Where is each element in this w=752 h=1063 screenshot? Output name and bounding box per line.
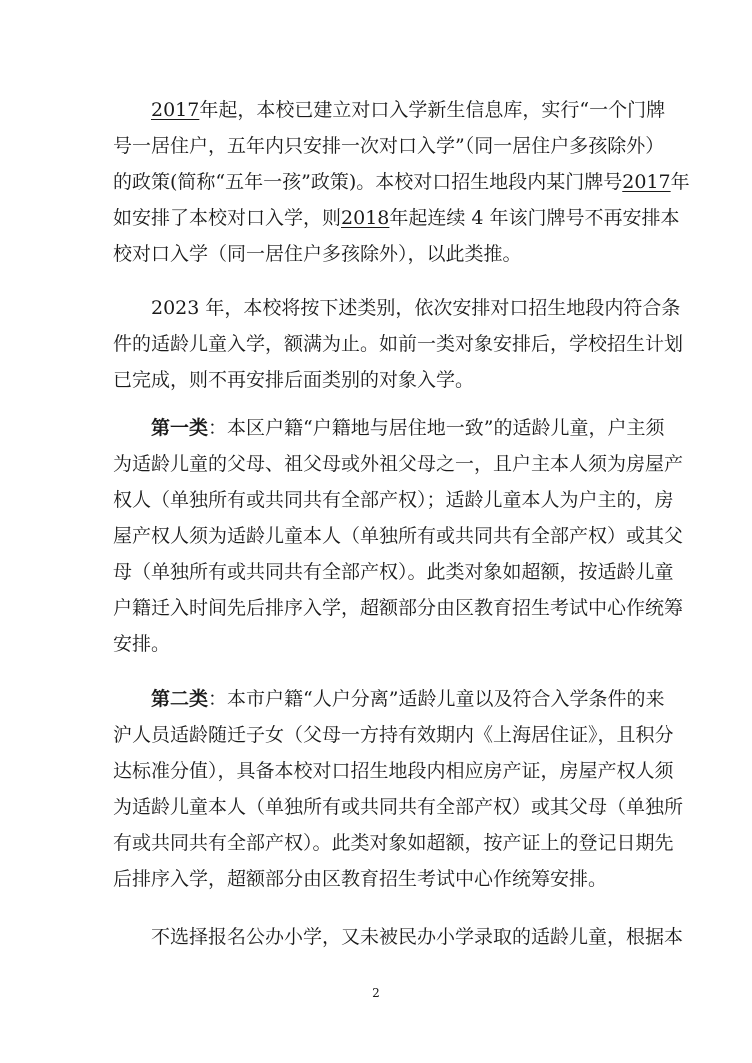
paragraph-non-enrolled [113,919,684,955]
text-run: ：本市户籍“人户分离”适龄儿童以及符合入学条件的来 [208,688,665,710]
text-line: 有或共同共有全部产权）。此类对象如超额，按产证上的登记日期先 [113,832,674,854]
paragraph-2023-arrangement [113,290,684,398]
text-line [113,681,665,717]
category-label: 第二类 [151,688,209,710]
text-line: 校对口入学（同一居住户多孩除外），以此类推。 [113,243,522,265]
page-number: 2 [372,986,380,1000]
text-line: 已完成，则不再安排后面类别的对象入学。 [113,369,475,391]
text-run: ：本区户籍“户籍地与居住地一致”的适龄儿童，户主须 [208,417,665,439]
text-line: 沪人员适龄随迁子女（父母一方持有效期内《上海居住证》，且积分 [113,724,674,746]
text-line: 户籍迁入时间先后排序入学，超额部分由区教育招生考试中心作统筹 [113,597,684,619]
text-run: 年起连续 4 年该门牌号不再安排本 [389,207,680,229]
text-line: 后排序入学，超额部分由区教育招生考试中心作统筹安排。 [113,868,608,890]
text-line: 安排。 [113,633,171,655]
paragraph-category-one [113,410,684,662]
text-line: 2023 年，本校将按下述类别，依次安排对口招生地段内符合条 [151,297,681,319]
text-line: 号一居住户，五年内只安排一次对口入学”（同一居住户多孩除外） [113,135,665,157]
text-line: 不选择报名公办小学，又未被民办小学录取的适龄儿童，根据本 [151,926,684,948]
text-run: 的政策(简称“五年一孩”政策)。本校对口招生地段内某门牌号 [113,171,623,193]
text-line: 权人（单独所有或共同共有全部产权）；适龄儿童本人为户主的，房 [113,489,674,511]
text-line: 为适龄儿童的父母、祖父母或外祖父母之一，且户主本人须为房屋产 [113,453,684,475]
text-line: 屋产权人须为适龄儿童本人（单独所有或共同共有全部产权）或其父 [113,525,684,547]
text-line: 为适龄儿童本人（单独所有或共同共有全部产权）或其父母（单独所 [113,796,684,818]
text-run: 如安排了本校对口入学，则 [113,207,342,229]
year-underlined: 2017 [622,171,671,193]
text-line [113,200,680,236]
text-run: 年 [670,171,690,193]
year-underlined: 2017 [151,99,200,121]
paragraph-policy-intro [113,92,690,272]
text-line: 件的适龄儿童入学，额满为止。如前一类对象安排后，学校招生计划 [113,333,684,355]
text-run: 年起，本校已建立对口入学新生信息库，实行“一个门牌 [199,99,666,121]
text-line [113,164,690,200]
text-line [113,92,666,128]
text-line: 母（单独所有或共同共有全部产权）。此类对象如超额，按适龄儿童 [113,561,674,583]
paragraph-category-two [113,681,684,897]
year-underlined: 2018 [341,207,390,229]
text-line: 达标准分值），具备本校对口招生地段内相应房产证，房屋产权人须 [113,760,674,782]
category-label: 第一类 [151,417,209,439]
text-line [113,410,665,446]
